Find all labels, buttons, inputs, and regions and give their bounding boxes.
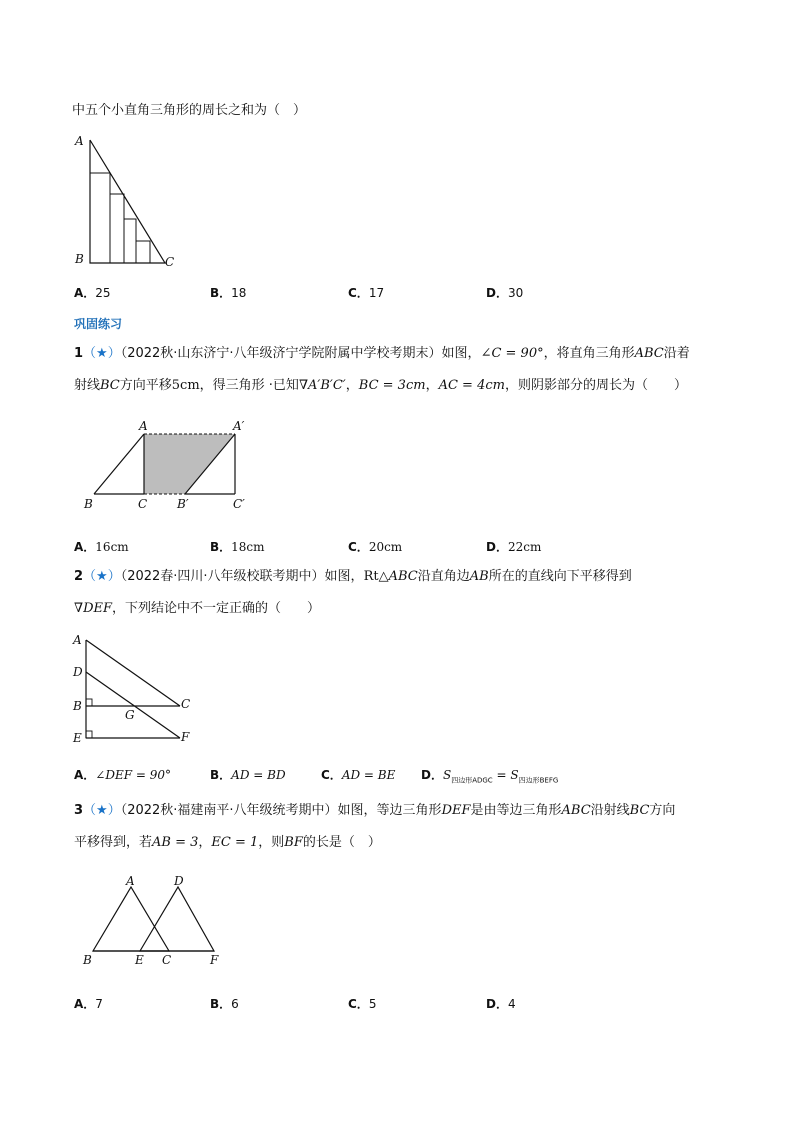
q1-option-d: D．22cm (486, 540, 542, 554)
q0-option-b: B．18 (210, 286, 247, 300)
q2-line1: 2（★）（2022春·四川·八年级校联考期中）如图，Rt△ABC沿直角边AB所在的直线向下平移得到 (74, 569, 632, 584)
right-angle-mark (86, 731, 92, 738)
figure-equilateral-triangles (80, 873, 230, 968)
label-c: C (181, 697, 191, 711)
q0-option-a: A．25 (74, 286, 111, 300)
triangle-def (140, 887, 214, 951)
section-title: 巩固练习 (74, 317, 123, 331)
q3-line2: 平移得到，若AB = 3，EC = 1，则BF的长是（ ） (74, 835, 381, 850)
label-b: B (73, 699, 82, 713)
label-c: C (138, 497, 148, 511)
q2-option-a: A．∠DEF = 90° (74, 768, 172, 782)
star-icon: （★） (83, 569, 121, 584)
intro-text: 中五个小直角三角形的周长之和为（ ） (72, 103, 307, 118)
q1-option-c: C．20cm (348, 540, 403, 554)
label-f: F (181, 730, 190, 744)
label-a: A (126, 874, 135, 888)
q2-line2: ∇DEF，下列结论中不一定正确的（ ） (74, 601, 321, 616)
star-icon: （★） (83, 803, 121, 818)
q1-line1: 1（★）（2022秋·山东济宁·八年级济宁学院附属中学校考期末）如图，∠C = 90°，将直角三角形ABC沿着 (74, 346, 690, 361)
q2-option-c: C．AD = BE (321, 768, 396, 782)
label-d: D (174, 874, 184, 888)
shaded-region (144, 434, 235, 494)
label-b: B (75, 252, 84, 266)
figure-translation-shaded (80, 418, 260, 518)
q3-option-d: D．4 (486, 997, 516, 1011)
label-e: E (135, 953, 144, 967)
right-angle-mark (86, 699, 92, 706)
label-d: D (73, 665, 83, 679)
main-triangle (90, 140, 165, 263)
label-a-prime: A′ (233, 419, 245, 433)
star-icon: （★） (83, 346, 121, 361)
label-b-prime: B′ (177, 497, 189, 511)
label-a: A (139, 419, 148, 433)
figure-translated-right-triangle (70, 630, 210, 745)
label-a: A (73, 633, 82, 647)
label-g: G (125, 708, 135, 722)
staircase-steps (90, 173, 150, 263)
label-f: F (210, 953, 219, 967)
q3-line1: 3（★）（2022秋·福建南平·八年级统考期中）如图，等边三角形DEF是由等边三角形ABC沿射线BC方向 (74, 803, 676, 818)
label-a: A (75, 134, 84, 148)
triangle-abc (93, 887, 169, 951)
q2-option-b: B．AD = BD (210, 768, 286, 782)
label-c: C (165, 255, 175, 269)
label-e: E (73, 731, 82, 745)
label-b: B (83, 953, 92, 967)
q0-option-d: D．30 (486, 286, 524, 300)
label-c: C (162, 953, 172, 967)
q1-option-a: A．16cm (74, 540, 129, 554)
q1-line2: 射线BC方向平移5cm，得三角形 ·已知∇A′B′C′，BC = 3cm，AC = 4cm，则阴影部分的周长为（ ） (74, 378, 687, 393)
figure-staircase-triangle (70, 132, 190, 272)
q3-option-b: B．6 (210, 997, 239, 1011)
q2-option-d: D．$S_{四边形ADGC} = S_{四边形BEFG}$ (421, 768, 559, 785)
label-c-prime: C′ (233, 497, 245, 511)
q1-option-b: B．18cm (210, 540, 265, 554)
q3-option-a: A．7 (74, 997, 103, 1011)
q0-option-c: C．17 (348, 286, 385, 300)
q3-option-c: C．5 (348, 997, 377, 1011)
label-b: B (84, 497, 93, 511)
